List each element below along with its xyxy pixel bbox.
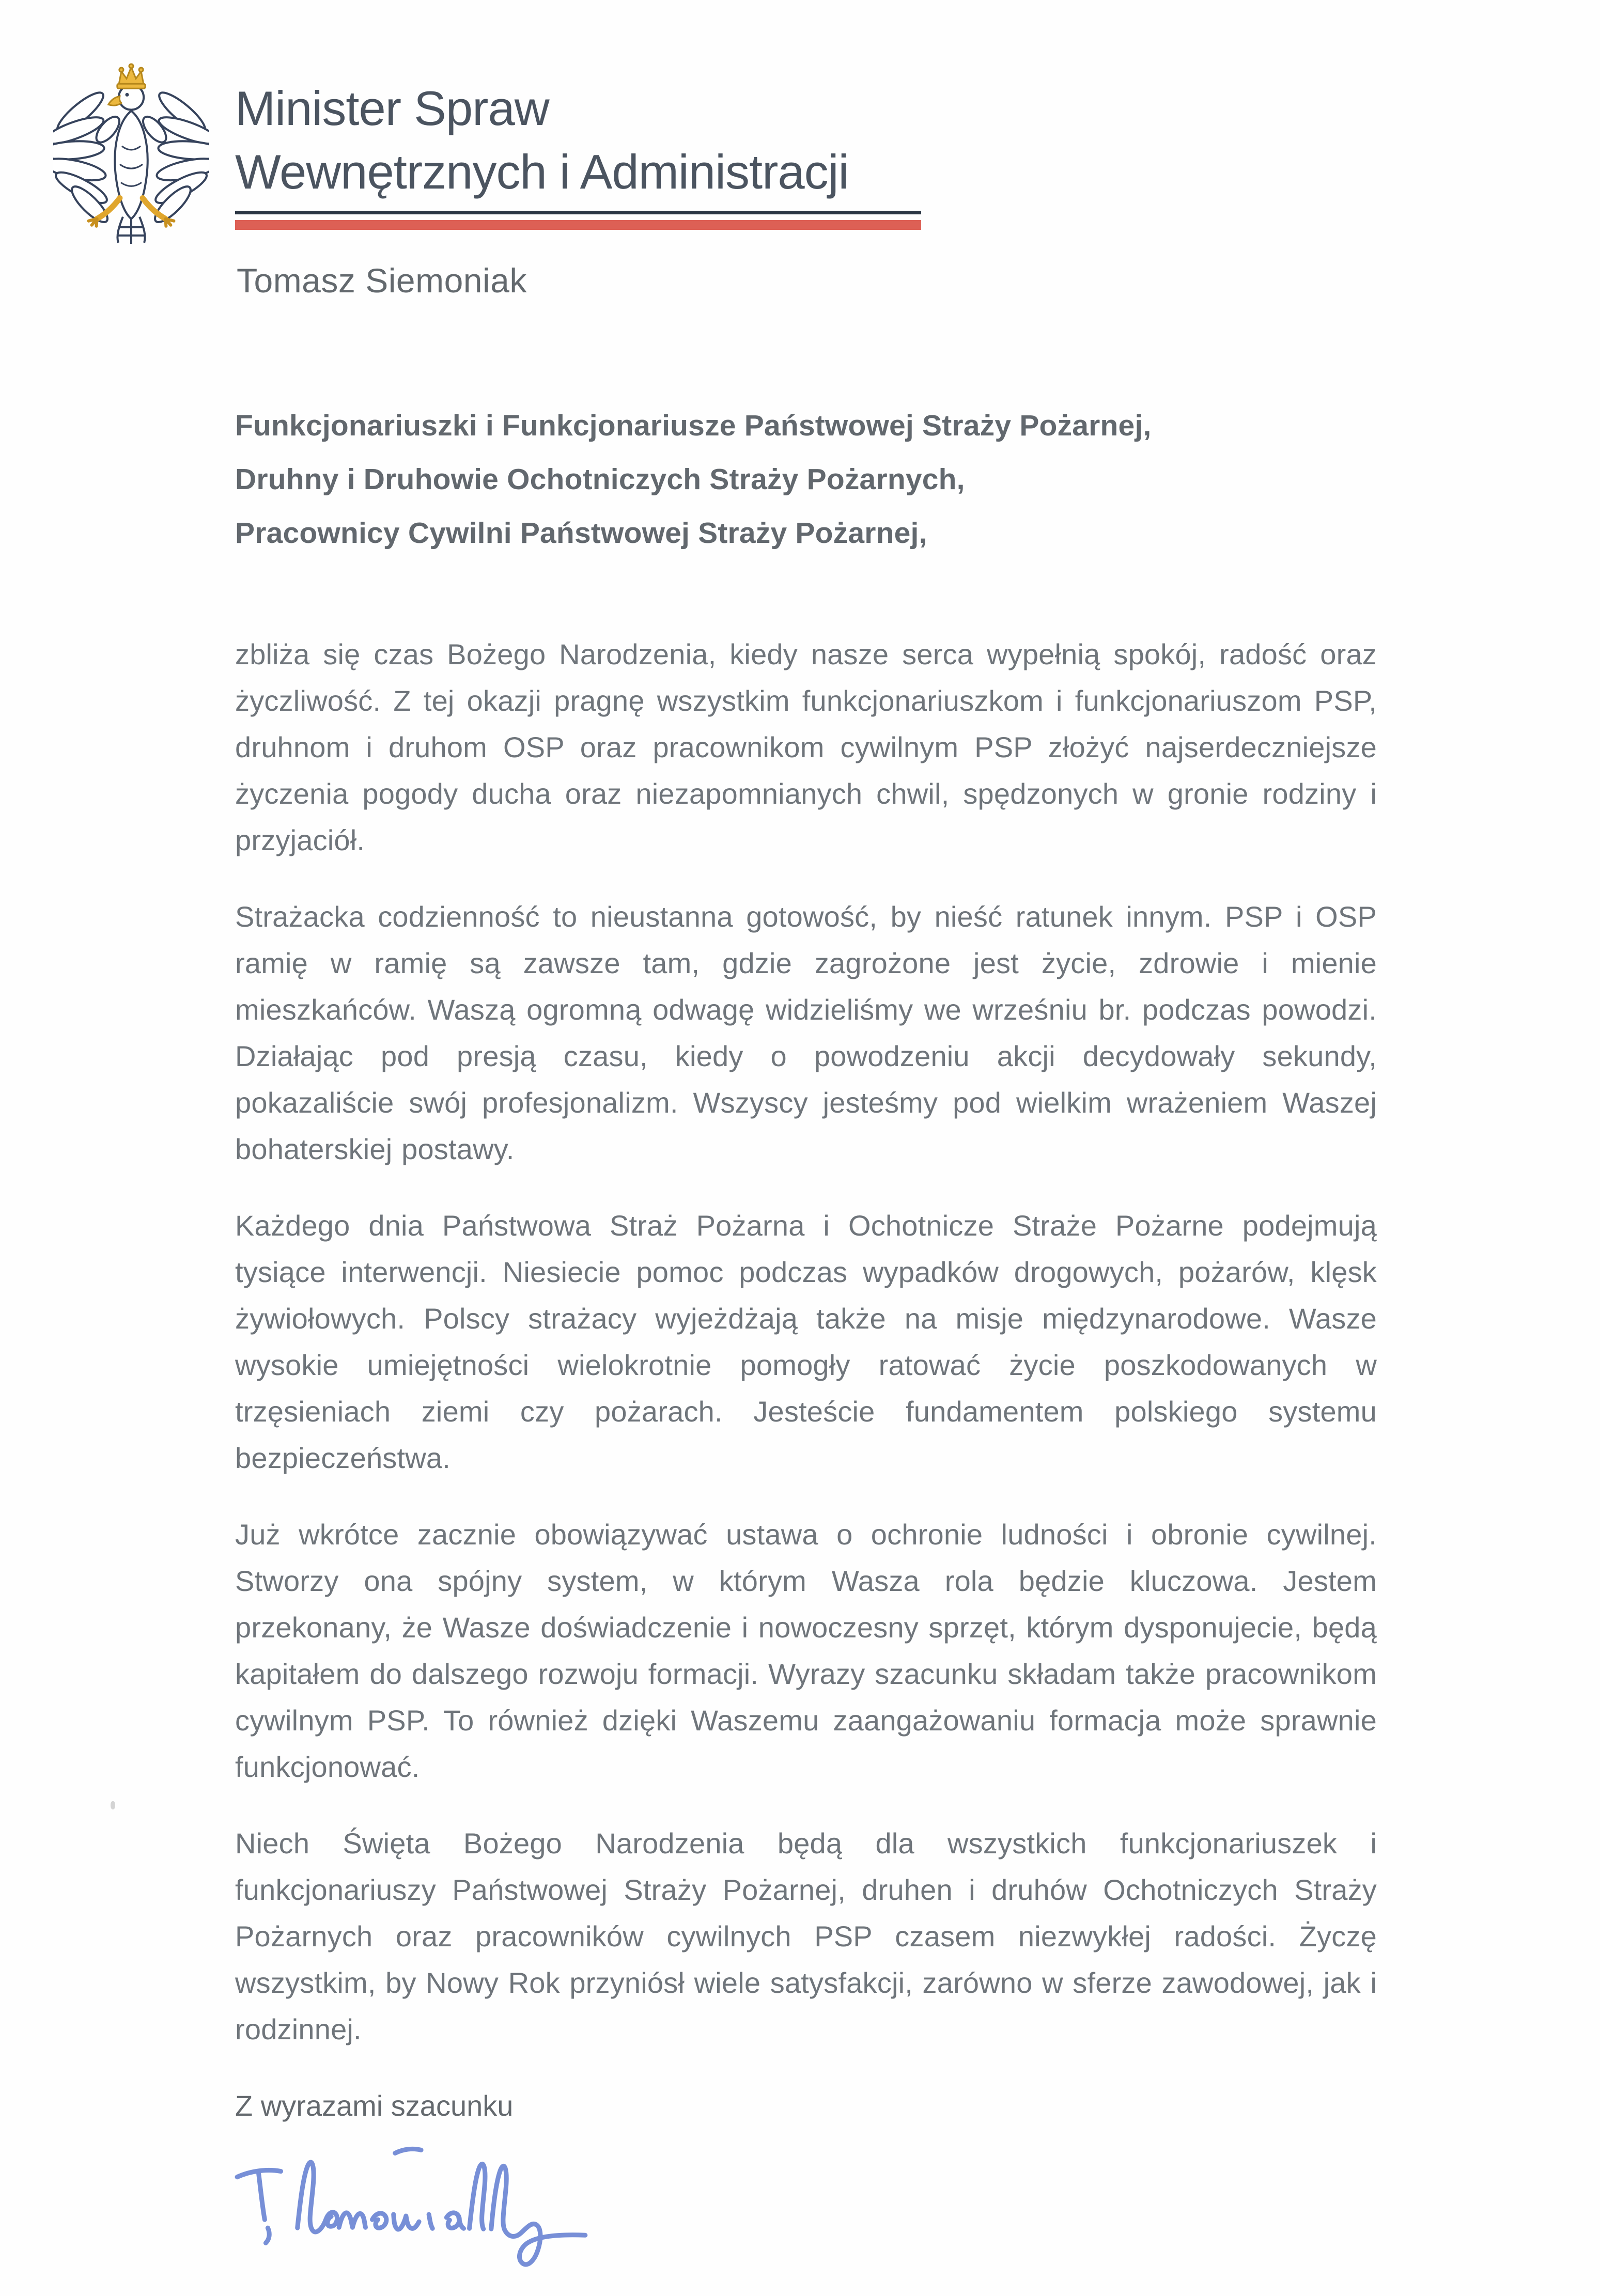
ministry-title-line1: Minister Spraw [235,81,549,135]
scan-artifact [111,1801,115,1809]
handwritten-signature [229,2142,603,2277]
salutation-line: Druhny i Druhowie Ochotniczych Straży Pożarnych, [235,463,965,496]
letter-paragraph: Już wkrótce zacznie obowiązywać ustawa o ochronie ludności i obronie cywilnej. Stworzy ona spójny system, w którym Wasza rola będzie kluczowa. Jestem przekonany, że Wasze doświadczenie i nowoczesny sprzęt, którym dysponujecie, będą kapitałem do dalszego rozwoju formacji. Wyrazy szacunku składam także pracownikom cywilnym PSP. To również dzięki Waszemu zaangażowaniu formacja może sprawnie funkcjonować. [235,1518,1377,1783]
red-rule [235,220,921,230]
closing-phrase: Z wyrazami szacunku [235,2089,514,2122]
salutation [235,399,1377,560]
letterhead-rules [235,211,921,230]
ministry-title-line2: Wewnętrznych i Administracji [235,145,849,199]
polish-eagle-coat-of-arms-icon [53,63,209,245]
letter-paragraph: zbliża się czas Bożego Narodzenia, kiedy nasze serca wypełnią spokój, radość oraz życzliwość. Z tej okazji pragnę wszystkim funkcjonariuszkom i funkcjonariuszom PSP, druhnom i druhom OSP oraz pracownikom cywilnym PSP złożyć najserdeczniejsze życzenia pogody ducha oraz niezapomnianych chwil, spędzonych w gronie rodziny i przyjaciół. [235,638,1377,856]
signature-ink-icon [229,2142,603,2277]
letter-paragraph: Każdego dnia Państwowa Straż Pożarna i Ochotnicze Straże Pożarne podejmują tysiące interwencji. Niesiecie pomoc podczas wypadków drogowych, pożarów, klęsk żywiołowych. Polscy strażacy wyjeżdżają także na misje międzynarodowe. Wasze wysokie umiejętności wielokrotnie pomogły ratować życie poszkodowanych w trzęsieniach ziemi czy pożarach. Jesteście fundamentem polskiego systemu bezpieczeństwa. [235,1209,1377,1474]
rule-gap [235,214,921,220]
salutation-line: Funkcjonariuszki i Funkcjonariusze Państwowej Straży Pożarnej, [235,409,1152,442]
letter-paragraph: Strażacka codzienność to nieustanna gotowość, by nieść ratunek innym. PSP i OSP ramię w ramię są zawsze tam, gdzie zagrożone jest życie, zdrowie i mienie mieszkańców. Waszą ogromną odwagę widzieliśmy we wrześniu br. podczas powodzi. Działając pod presją czasu, kiedy o powodzeniu akcji decydowały sekundy, pokazaliście swój profesjonalizm. Wszyscy jesteśmy pod wielkim wrażeniem Waszej bohaterskiej postawy. [235,900,1377,1165]
letter-paragraph: Niech Święta Bożego Narodzenia będą dla wszystkich funkcjonariuszek i funkcjonariuszy Państwowej Straży Pożarnej, druhen i druhów Ochotniczych Straży Pożarnych oraz pracowników cywilnych PSP czasem niezwykłej radości. Życzę wszystkim, by Nowy Rok przyniósł wiele satysfakcji, zarówno w sferze zawodowej, jak i rodzinnej. [235,1827,1377,2045]
minister-name: Tomasz Siemoniak [237,261,527,300]
letter-body [235,399,1377,2277]
salutation-line: Pracownicy Cywilni Państwowej Straży Pożarnej, [235,517,927,550]
navy-rule [235,211,921,214]
ministry-title [235,76,848,204]
